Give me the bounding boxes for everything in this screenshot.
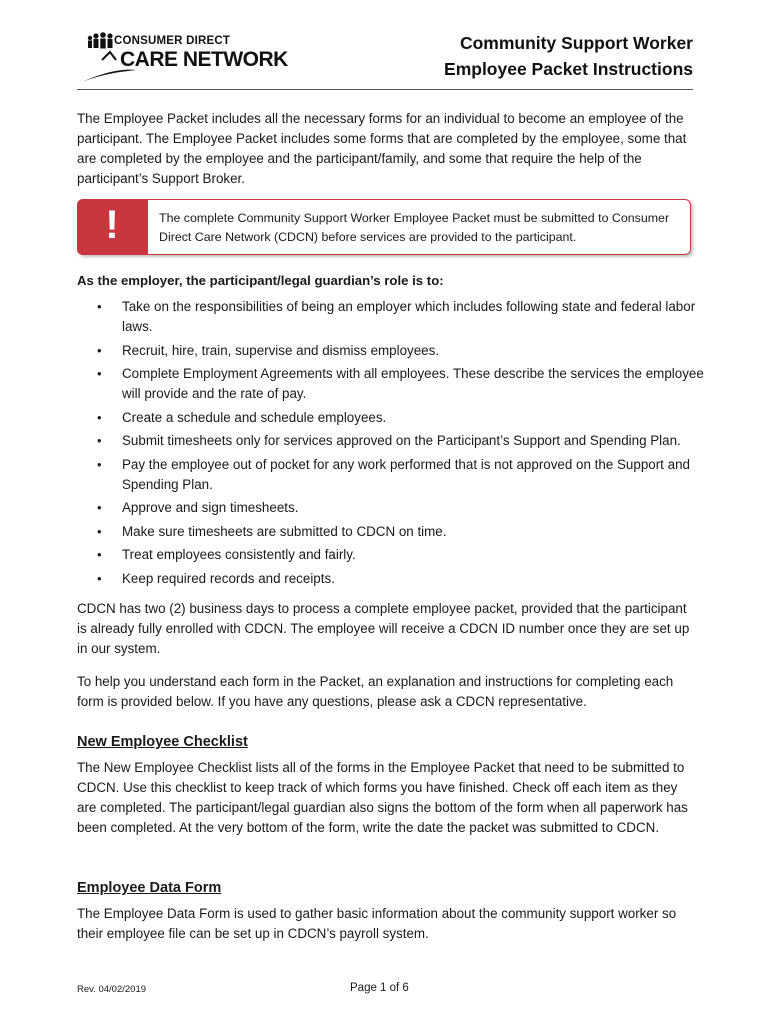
title-line-2: Employee Packet Instructions (444, 59, 693, 79)
header-divider (77, 89, 693, 90)
list-item: • Treat employees consistently and fairly. (77, 545, 707, 565)
section-body-employee-data-form: The Employee Data Form is used to gather basic information about the community support worker so their employee file can be set up in CDCN’s payroll system. (77, 906, 677, 941)
employer-role-heading: As the employer, the participant/legal guardian’s role is to: (77, 273, 444, 288)
revision-date: Rev. 04/02/2019 (77, 984, 147, 995)
section-body-new-employee-checklist: The New Employee Checklist lists all of the forms in the Employee Packet that need to be submitted to CDCN. Use this checklist to keep track of which forms you have finished. Check off each item as they are completed. The participant/legal guardian also signs the bottom of the form when all paperwork has been completed. At the very bottom of the form, write the date the packet was submitted to CDCN. (77, 760, 688, 835)
important-notice-box (77, 199, 691, 255)
logo-line-2: CARE NETWORK (120, 48, 288, 71)
processing-paragraph: CDCN has two (2) business days to process a complete employee packet, provided that the participant is already fully enrolled with CDCN. The employee will receive a CDCN ID number once they are set up in our system. (77, 601, 690, 656)
exclamation-icon (77, 199, 148, 255)
list-item: • Approve and sign timesheets. (77, 498, 707, 518)
title-line-1: Community Support Worker (459, 33, 693, 53)
notice-text: The complete Community Support Worker Employee Packet must be submitted to Consumer Direct Care Network (CDCN) before services are provided to the participant. (159, 211, 670, 244)
list-item: • Create a schedule and schedule employees. (77, 408, 707, 428)
list-item: • Keep required records and receipts. (77, 569, 707, 589)
document-title (444, 30, 693, 82)
logo-line-1: CONSUMER DIRECT (114, 35, 231, 47)
list-item: • Complete Employment Agreements with all employees. These describe the services the employee will provide and the rate of pay. (77, 364, 707, 404)
help-paragraph: To help you understand each form in the Packet, an explanation and instructions for completing each form is provided below. If you have any questions, please ask a CDCN representative. (77, 674, 674, 709)
exclamation-glyph: ! (105, 202, 119, 247)
page-number: Page 1 of 6 (350, 982, 409, 994)
employer-role-list (77, 297, 707, 592)
list-item: • Submit timesheets only for services approved on the Participant’s Support and Spending Plan. (77, 431, 707, 451)
list-item: • Take on the responsibilities of being an employer which includes following state and federal labor laws. (77, 297, 707, 337)
intro-paragraph: The Employee Packet includes all the necessary forms for an individual to become an employee of the participant. The Employee Packet includes some forms that are completed by the employee, some that are completed by the employee and the participant/family, and some that require the help of the participant’s Support Broker. (77, 111, 687, 186)
section-heading-employee-data-form: Employee Data Form (77, 880, 222, 896)
section-heading-new-employee-checklist: New Employee Checklist (77, 734, 248, 750)
list-item: • Make sure timesheets are submitted to CDCN on time. (77, 522, 707, 542)
company-logo (80, 30, 288, 86)
list-item: • Recruit, hire, train, supervise and dismiss employees. (77, 341, 707, 361)
list-item: • Pay the employee out of pocket for any work performed that is not approved on the Support and Spending Plan. (77, 455, 707, 495)
